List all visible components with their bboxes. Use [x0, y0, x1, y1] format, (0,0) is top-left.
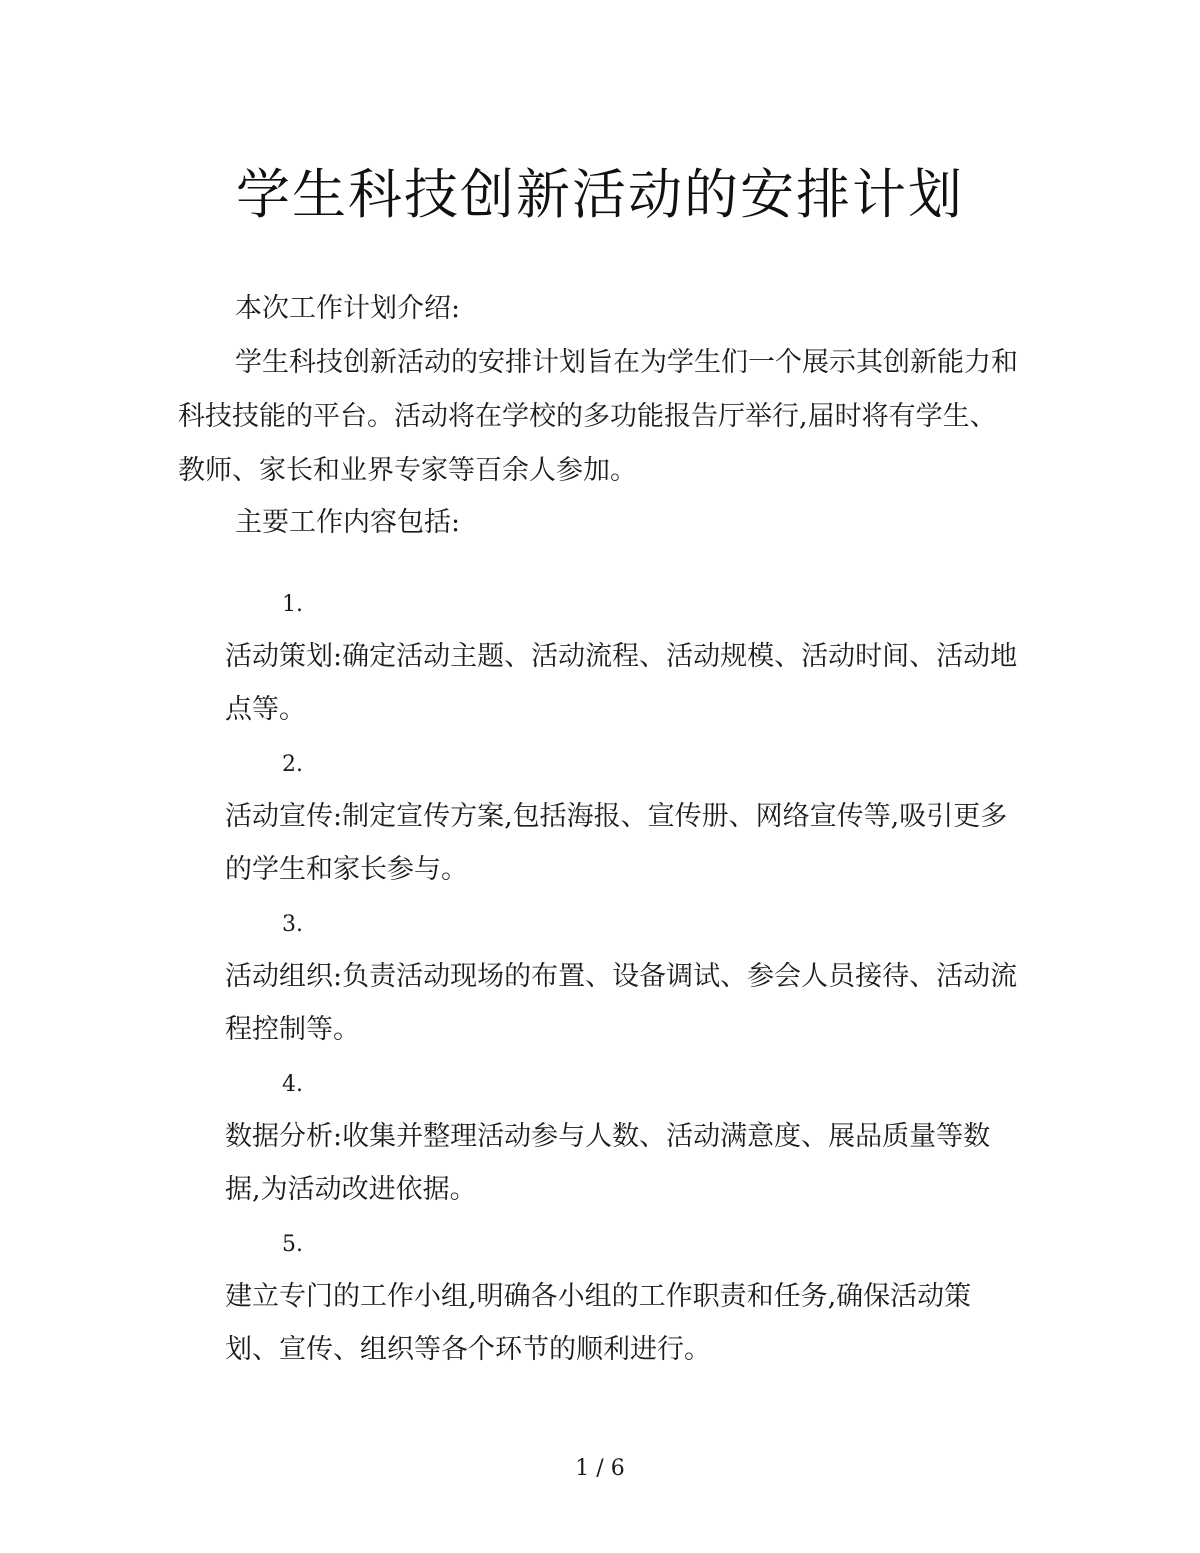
- item-number: 5.: [282, 1232, 303, 1257]
- item-number: 1.: [282, 592, 303, 617]
- item-text: 数据分析:收集并整理活动参与人数、活动满意度、展品质量等数据,为活动改进依据。: [225, 1121, 991, 1205]
- item-text: 建立专门的工作小组,明确各小组的工作职责和任务,确保活动策划、宣传、组织等各个环节的顺利进行。: [225, 1281, 972, 1365]
- item-number: 4.: [282, 1072, 303, 1097]
- item-number: 2.: [282, 752, 303, 777]
- document-title: 学生科技创新活动的安排计划: [236, 163, 964, 226]
- page-indicator: 1 / 6: [575, 1456, 625, 1481]
- item-text: 活动宣传:制定宣传方案,包括海报、宣传册、网络宣传等,吸引更多的学生和家长参与。: [225, 801, 1008, 885]
- main-work-label: 主要工作内容包括:: [235, 507, 461, 538]
- item-text: 活动组织:负责活动现场的布置、设备调试、参会人员接待、活动流程控制等。: [225, 961, 1018, 1045]
- item-text: 活动策划:确定活动主题、活动流程、活动规模、活动时间、活动地点等。: [225, 641, 1018, 725]
- item-number: 3.: [282, 912, 303, 937]
- intro-paragraph: 学生科技创新活动的安排计划旨在为学生们一个展示其创新能力和科技技能的平台。活动将在学校的多功能报告厅举行,届时将有学生、教师、家长和业界专家等百余人参加。: [178, 347, 1018, 486]
- intro-label: 本次工作计划介绍:: [235, 293, 461, 324]
